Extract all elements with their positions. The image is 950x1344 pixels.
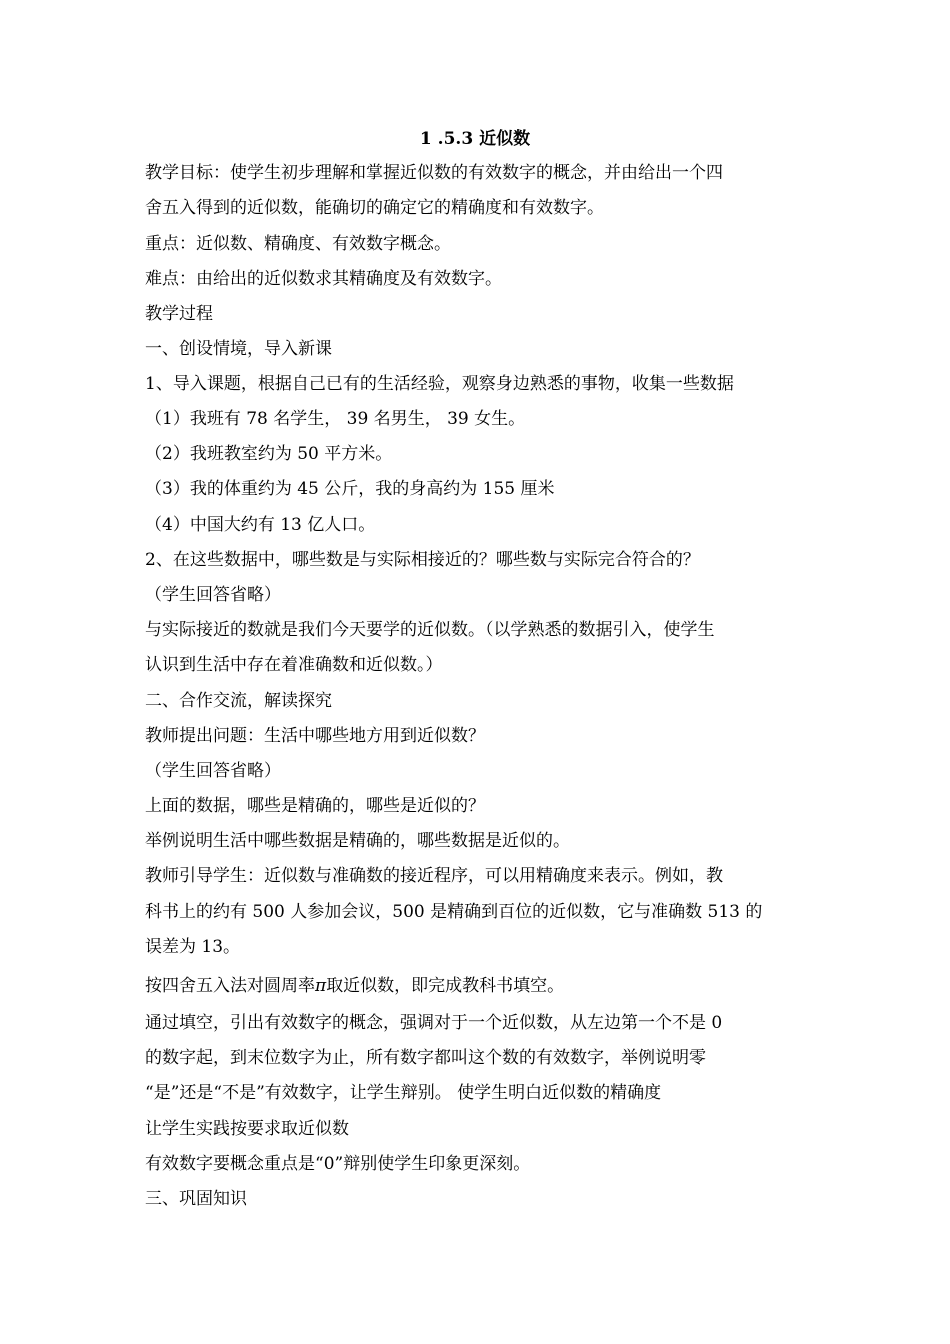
- list-item-example-4: （4）中国大约有 13 亿人口。: [145, 515, 376, 535]
- pi-text-before: 按四舍五入法对圆周率: [145, 976, 315, 996]
- paragraph-guide-line2: 科书上的约有 500 人参加会议，500 是精确到百位的近似数，它与准确数 513 的: [145, 902, 763, 922]
- paragraph-practice: 让学生实践按要求取近似数: [145, 1119, 349, 1139]
- paragraph-zero-key: 有效数字要概念重点是“0”辩别使学生印象更深刻。: [145, 1154, 531, 1174]
- paragraph-fill-line2: 的数字起，到末位数字为止，所有数字都叫这个数的有效数字，举例说明零: [145, 1048, 706, 1068]
- heading-section-3: 三、巩固知识: [145, 1189, 247, 1209]
- paragraph-guide-line1: 教师引导学生：近似数与准确数的接近程序，可以用精确度来表示。例如，教: [145, 866, 723, 886]
- list-item-example-1: （1）我班有 78 名学生， 39 名男生， 39 女生。: [145, 409, 526, 429]
- paragraph-intro: 1、导入课题，根据自己已有的生活经验，观察身边熟悉的事物，收集一些数据: [145, 374, 734, 394]
- paragraph-difficult-points: 难点：由给出的近似数求其精确度及有效数字。: [145, 269, 502, 289]
- heading-section-2: 二、合作交流，解读探究: [145, 691, 332, 711]
- paragraph-teaching-goal-line2: 舍五入得到的近似数，能确切的确定它的精确度和有效数字。: [145, 198, 604, 218]
- paragraph-example-life: 举例说明生活中哪些数据是精确的，哪些数据是近似的。: [145, 831, 570, 851]
- paragraph-student-answer-2: （学生回答省略）: [145, 761, 281, 781]
- paragraph-key-points: 重点：近似数、精确度、有效数字概念。: [145, 234, 451, 254]
- paragraph-fill-line1: 通过填空，引出有效数字的概念，强调对于一个近似数，从左边第一个不是 0: [145, 1013, 723, 1033]
- document-title: 1 .5.3 近似数: [419, 129, 531, 149]
- paragraph-approx-line1: 与实际接近的数就是我们今天要学的近似数。（以学熟悉的数据引入，使学生: [145, 620, 715, 640]
- paragraph-question-2: 2、在这些数据中，哪些数是与实际相接近的？哪些数与实际完合符合的？: [145, 550, 700, 570]
- pi-symbol: π: [315, 976, 327, 996]
- list-item-example-2: （2）我班教室约为 50 平方米。: [145, 444, 393, 464]
- paragraph-teacher-question: 教师提出问题：生活中哪些地方用到近似数？: [145, 726, 485, 746]
- paragraph-guide-line3: 误差为 13。: [145, 937, 241, 957]
- paragraph-pi-rounding: [145, 969, 807, 1004]
- heading-teaching-process: 教学过程: [145, 304, 213, 324]
- paragraph-teaching-goal-line1: 教学目标：使学生初步理解和掌握近似数的有效数字的概念，并由给出一个四: [145, 163, 723, 183]
- paragraph-student-answer-1: （学生回答省略）: [145, 585, 281, 605]
- paragraph-which-precise: 上面的数据，哪些是精确的，哪些是近似的？: [145, 796, 485, 816]
- paragraph-fill-line3: “是”还是“不是”有效数字，让学生辩别。 使学生明白近似数的精确度: [145, 1083, 662, 1103]
- list-item-example-3: （3）我的体重约为 45 公斤，我的身高约为 155 厘米: [145, 479, 555, 499]
- pi-text-after: 取近似数，即完成教科书填空。: [326, 976, 565, 996]
- heading-section-1: 一、创设情境，导入新课: [145, 339, 332, 359]
- paragraph-approx-line2: 认识到生活中存在着准确数和近似数。）: [145, 655, 443, 675]
